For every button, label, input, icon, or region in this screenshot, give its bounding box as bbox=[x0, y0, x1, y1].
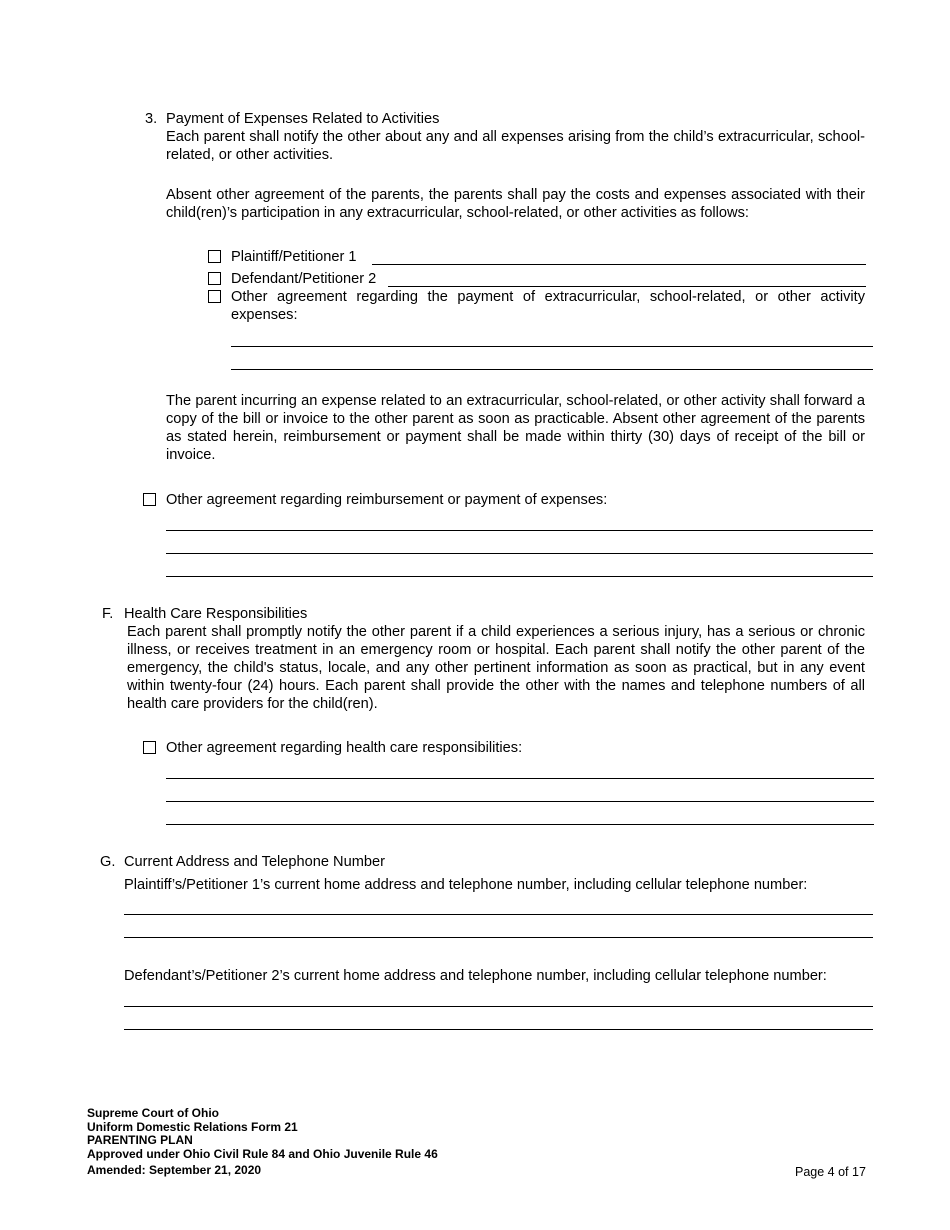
defendant-address-line-1[interactable] bbox=[124, 1006, 873, 1007]
reimbursement-checkbox[interactable] bbox=[143, 493, 156, 506]
page-number: Page 4 of 17 bbox=[795, 1165, 866, 1179]
footer-amended: Amended: September 21, 2020 bbox=[87, 1163, 262, 1177]
plaintiff-address-line-2[interactable] bbox=[124, 937, 873, 938]
other-activity-expense-label: Other agreement regarding the payment of extracurricular, school-related, or other activity expenses: bbox=[231, 289, 865, 323]
other-activity-expense-line-1[interactable] bbox=[231, 346, 873, 347]
plaintiff-option-label: Plaintiff/Petitioner 1 bbox=[231, 249, 357, 265]
section-f-title: Health Care Responsibilities bbox=[124, 606, 308, 622]
defendant-checkbox[interactable] bbox=[208, 272, 221, 285]
footer-plan: PARENTING PLAN bbox=[87, 1133, 193, 1147]
section-3-para3: The parent incurring an expense related to an extracurricular, school-related, or other activity shall forward a copy of the bill or invoice to the other parent as soon as practicable. Absent other agreement of the parents as stated herein, reimbursement or payment shall be made within thirty (30) days of receipt of the bill or invoice. bbox=[166, 393, 865, 463]
other-activity-expense-checkbox[interactable] bbox=[208, 290, 221, 303]
reimbursement-option-label: Other agreement regarding reimbursement or payment of expenses: bbox=[166, 492, 608, 508]
defendant-address-label: Defendant’s/Petitioner 2’s current home address and telephone number, including cellular telephone number: bbox=[124, 968, 827, 984]
plaintiff-amount-line[interactable] bbox=[372, 264, 866, 265]
plaintiff-checkbox[interactable] bbox=[208, 250, 221, 263]
reimbursement-line-3[interactable] bbox=[166, 576, 873, 577]
plaintiff-address-label: Plaintiff’s/Petitioner 1’s current home address and telephone number, including cellular telephone number: bbox=[124, 877, 808, 893]
footer-court: Supreme Court of Ohio bbox=[87, 1106, 219, 1120]
defendant-amount-line[interactable] bbox=[388, 286, 866, 287]
section-f-letter: F. bbox=[102, 606, 114, 622]
other-activity-expense-line-2[interactable] bbox=[231, 369, 873, 370]
health-care-checkbox[interactable] bbox=[143, 741, 156, 754]
section-f-para: Each parent shall promptly notify the other parent if a child experiences a serious injury, has a serious or chronic illness, or receives treatment in an emergency room or hospital. Each parent shall notify the other parent of the emergency, the child's status, locale, and any other pertinent information as soon as practical, but in any event within twenty-four (24) hours. Each parent shall provide the other with the names and telephone numbers of all health care providers for the child(ren). bbox=[127, 624, 865, 712]
reimbursement-line-2[interactable] bbox=[166, 553, 873, 554]
defendant-address-line-2[interactable] bbox=[124, 1029, 873, 1030]
health-care-line-3[interactable] bbox=[166, 824, 874, 825]
section-3-para1: Each parent shall notify the other about any and all expenses arising from the child’s extracurricular, school-related, or other activities. bbox=[166, 129, 865, 163]
health-care-line-1[interactable] bbox=[166, 778, 874, 779]
health-care-line-2[interactable] bbox=[166, 801, 874, 802]
section-g-title: Current Address and Telephone Number bbox=[124, 854, 385, 870]
plaintiff-address-line-1[interactable] bbox=[124, 914, 873, 915]
footer-form: Uniform Domestic Relations Form 21 bbox=[87, 1120, 298, 1134]
footer-approval: Approved under Ohio Civil Rule 84 and Ohio Juvenile Rule 46 bbox=[87, 1147, 438, 1161]
section-3-number: 3. bbox=[145, 111, 158, 127]
health-care-option-label: Other agreement regarding health care responsibilities: bbox=[166, 740, 523, 756]
reimbursement-line-1[interactable] bbox=[166, 530, 873, 531]
section-3-para2: Absent other agreement of the parents, the parents shall pay the costs and expenses associated with their child(ren)’s participation in any extracurricular, school-related, or other activities as follows: bbox=[166, 187, 865, 221]
section-g-letter: G. bbox=[100, 854, 116, 870]
defendant-option-label: Defendant/Petitioner 2 bbox=[231, 271, 377, 287]
section-3-title: Payment of Expenses Related to Activities bbox=[166, 111, 440, 127]
